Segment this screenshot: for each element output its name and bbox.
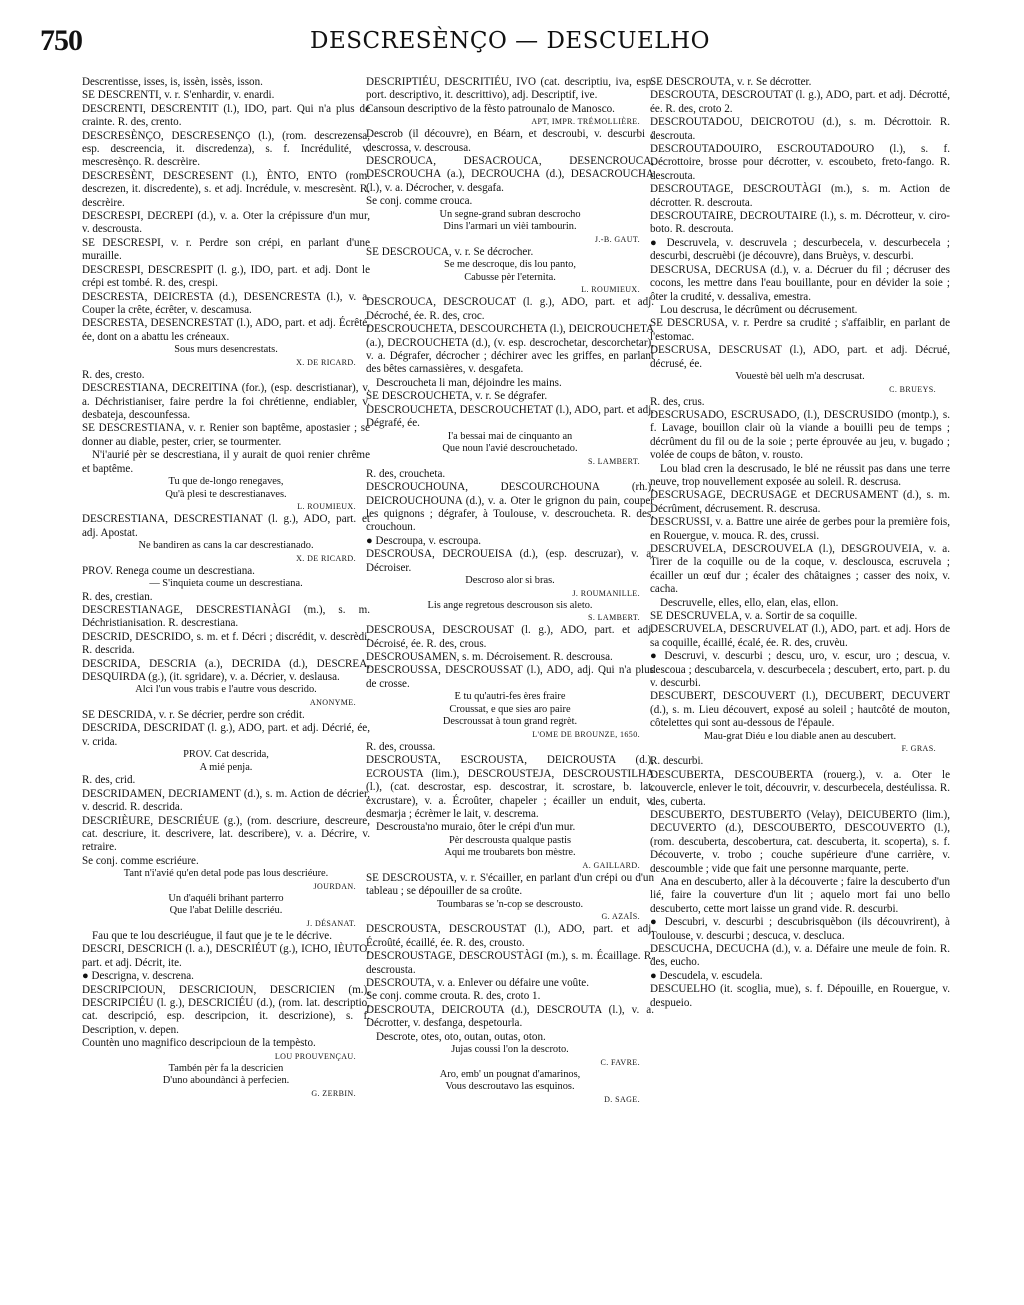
quotation-line: E tu qu'autri-fes ères fraire	[454, 691, 566, 703]
quote-attribution: APT, IMPR. TRÉMOLLIÈRE.	[531, 117, 640, 127]
dictionary-column-3	[650, 76, 950, 1010]
quotation-line: Tant n'i'avié qu'en detal pode pas lous descriéure.	[123, 868, 329, 880]
quotation-line: Aqui me troubarets bon mèstre.	[444, 847, 576, 859]
dictionary-column-2	[366, 76, 654, 1106]
dictionary-entry: SE DESCROUCA, v. r. Se décrocher.	[366, 245, 534, 258]
quotation-line: Ne bandiren as cans la car descrestianado.	[138, 539, 314, 551]
dictionary-entry: DESCRID, DESCRIDO, s. m. et f. Décri ; discrédit, v. descrèdi. R. descrida.	[82, 630, 370, 657]
dictionary-entry: DESCRENTI, DESCRENTIT (l.), IDO, part. Qui n'a plus de crainte. R. des, crento.	[82, 102, 370, 129]
dictionary-entry: DESCRESTIANAGE, DESCRESTIANÀGI (m.), s. m. Déchristianisation. R. descrestiana.	[82, 603, 370, 630]
quote-attribution: JOURDAN.	[313, 881, 356, 891]
dictionary-entry: DESCROUCHETA, DESCROUCHETAT (l.), ADO, part. et adj. Dégrafé, ée.	[366, 403, 654, 430]
dictionary-entry: Se conj. comme crouta. R. des, croto 1.	[366, 990, 541, 1003]
dictionary-entry: DESCROUTAIRE, DECROUTAIRE (l.), s. m. Décrotteur, v. ciro-boto. R. descrouta.	[650, 210, 950, 236]
dictionary-entry: Countèn uno magnifico descripcioun de la tempèsto.	[82, 1037, 316, 1050]
dictionary-entry: DESCROUSAMEN, s. m. Décroisement. R. descrousa.	[366, 650, 613, 663]
quotation-line: Lis ange regretous descrouson sis aleto.	[427, 599, 593, 611]
dictionary-entry: DESCROUSA, DECROUEISA (d.), (esp. descruzar), v. a. Décroiser.	[366, 548, 654, 574]
quote-attribution: C. FAVRE.	[600, 1057, 640, 1067]
dictionary-entry: DESCRESTA, DESENCRESTAT (l.), ADO, part. et adj. Écrêté, ée, dont on a abattu les créneaux.	[82, 317, 370, 343]
dictionary-entry: Se conj. comme crouca.	[366, 195, 473, 208]
dictionary-entry: DESCROUTA, DESCROUTAT (l. g.), ADO, part. et adj. Décrotté, ée. R. des, croto 2.	[650, 89, 950, 115]
dictionary-entry: DESCRUSSI, v. a. Battre une airée de gerbes pour la première fois, en Rouergue, v. mouca. R. des, crussi.	[650, 516, 950, 542]
quote-attribution: F. GRAS.	[901, 744, 936, 754]
dictionary-entry: DESCRESTIANA, DESCRESTIANAT (l. g.), ADO, part. et adj. Apostat.	[82, 513, 370, 539]
dictionary-entry: ● Descroupa, v. escroupa.	[366, 534, 482, 547]
quote-attribution: LOU PROUVENÇAU.	[274, 1051, 356, 1061]
dictionary-entry: SE DESCROUTA, v. r. Se décrotter.	[650, 76, 812, 88]
dictionary-entry: ● Descubri, v. descurbi ; descubrisquèbon (ils découvrirent), à Toulouse, v. descurbi ; descuca, v. descluca.	[650, 916, 950, 942]
dictionary-entry: DESCRIDAMEN, DECRIAMENT (d.), s. m. Action de décrier, v. descrid. R. descrida.	[82, 787, 370, 814]
dictionary-entry: R. des, croucheta.	[366, 467, 446, 480]
dictionary-entry: DESCRUSAGE, DECRUSAGE et DECRUSAMENT (d.), s. m. Décrûment, décrusement. R. descrusa.	[650, 489, 950, 515]
dictionary-entry: DESCROUSTA, ESCROUSTA, DEICROUSTA (d.), ECROUSTA (lim.), DESCROUSTEJA, DESCROUSTILHA (l.), (cat. descrostar, esp. descostrar, it. scrostare, b. lat. excrustare), v. a. Écroûter, chapeler ; écailler un enduit, v. desmarja ; écrèmer le lait, v. descrema.	[366, 754, 654, 820]
dictionary-entry: R. des, cresto.	[82, 368, 145, 381]
dictionary-entry: DESCRUSA, DECRUSA (d.), v. a. Décruer du fil ; décruser des cocons, les mettre dans l'eau bouillante, pour en dévider la soie ; ôter la crudité, v. dessaliva, emestra.	[650, 263, 950, 303]
dictionary-entry: ● Descrigna, v. descrena.	[82, 970, 194, 983]
dictionary-column-1	[82, 76, 370, 1100]
dictionary-entry: DESCUBERTA, DESCOUBERTA (rouerg.), v. a. Oter le couvercle, enlever le toit, découvrir, v. descurbecela, destéulissa. R. des, cuberta.	[650, 768, 950, 808]
dictionary-entry: ● Descruvi, v. descurbi ; descu, uro, v. escur, uro ; descua, v. descoua ; descubarcela, v. descurbecela ; descubert, erto, part. p. du v. descurbi.	[650, 650, 950, 690]
usage-example: Ana en descuberto, aller à la découverte ; faire la descuberto d'un lié, faire la couverture d'un lit ; aquelo mort fai uno bello descuberto, cette mort laisse un grand vide. R. descurbi.	[650, 875, 950, 915]
dictionary-entry: DESCRESÈNT, DESCRESENT (l.), ÈNTO, ENTO (rom. descrezen, it. discredente), s. et adj. Incrédule, v. mescresènt. R. descrèire.	[82, 169, 370, 209]
quotation-line: Vouestè bèl uelh m'a descrusat.	[735, 370, 865, 382]
dictionary-entry: DESCROUSTAGE, DESCROUSTÀGI (m.), s. m. Écaillage. R. descrousta.	[366, 950, 654, 976]
quotation-line: Se me descroque, dis lou panto,	[444, 259, 576, 271]
dictionary-entry: DESCRESTA, DEICRESTA (d.), DESENCRESTA (l.), v. a. Couper la crête, écrêter, v. descamusa.	[82, 290, 370, 316]
page-header	[40, 24, 980, 68]
usage-example: Descrote, otes, oto, outan, outas, oton.	[376, 1030, 546, 1043]
dictionary-entry: R. des, crestian.	[82, 590, 153, 603]
dictionary-entry: SE DESCRUVELA, v. a. Sortir de sa coquille.	[650, 610, 858, 623]
quote-attribution: J.-B. GAUT.	[594, 234, 640, 244]
dictionary-entry: SE DESCRESPI, v. r. Perdre son crépi, en parlant d'une muraille.	[82, 236, 370, 263]
quote-attribution: X. DE RICARD.	[296, 357, 356, 367]
quote-attribution: S. LAMBERT.	[588, 613, 640, 623]
usage-example: Lou descrusa, le décrûment ou décrusement.	[660, 303, 858, 316]
dictionary-entry: DESCROUTADOUIRO, ESCROUTADOURO (l.), s. f. Décrottoire, brosse pour décrotter, v. escoubeto, freto-fango. R. descrouta.	[650, 143, 950, 182]
dictionary-entry: DESCRIPCIOUN, DESCRICIOUN, DESCRICIEN (m.), DESCRIPCIÉU (l. g.), DESCRICIÉU (d.), (rom. lat. descriptio, cat. descripció, esp. descripcion, it. descrizione), s. f. Description, v. depen.	[82, 983, 370, 1036]
dictionary-entry: PROV. Renega coume un descrestiana.	[82, 564, 255, 577]
dictionary-entry: DESCROUCHOUNA, DESCOURCHOUNA (rh.), DEICROUCHOUNA (d.), v. a. Oter le grignon du pain, couper les quignons ; dégrafer, à Toulouse, v. descroucheta. R. des, crouchoun.	[366, 481, 654, 534]
quote-attribution: D. SAGE.	[604, 1094, 640, 1104]
usage-example: Descrousta'no muraio, ôter le crépi d'un mur.	[376, 821, 576, 834]
dictionary-entry: DESCRUVELA, DESCROUVELA (l.), DESGROUVEIA, v. a. Tirer de la coquille ou de la coque, v. desclousca, escruvela ; écailler un œuf dur ; écaler des châtaignes ; casser des noix, v. cacha.	[650, 543, 950, 596]
quote-attribution: X. DE RICARD.	[296, 553, 356, 563]
quotation-line: Tu que de-longo renegaves,	[168, 475, 284, 487]
quotation-line: D'uno aboundànci à perfecien.	[162, 1075, 290, 1087]
quote-attribution: G. ZERBIN.	[311, 1088, 356, 1098]
dictionary-entry: DESCRIÈURE, DESCRIÉUE (g.), (rom. descriure, descreure, cat. descriure, it. descrivere, lat. describere), v. a. Décrire, v. retraire.	[82, 814, 370, 854]
dictionary-entry: ● Descruvela, v. descruvela ; descurbecela, v. descurbecela ; descurbi, descruèbi (je découvre), dans Bruèys, v. descurbi.	[650, 236, 950, 263]
dictionary-entry: SE DESCRUSA, v. r. Perdre sa crudité ; s'affaiblir, en parlant de l'estomac.	[650, 317, 950, 343]
quotation-line: Pèr descrousta qualque pastis	[448, 834, 572, 846]
dictionary-entry: DESCRIDA, DESCRIDAT (l. g.), ADO, part. et adj. Décrié, ée, v. crida.	[82, 722, 370, 748]
dictionary-entry: R. des, crid.	[82, 774, 136, 787]
quote-attribution: A. GAILLARD.	[582, 860, 640, 870]
quote-attribution: L. ROUMIEUX.	[581, 285, 640, 295]
quotation-line: I'a bessai mai de cinquanto an	[447, 430, 573, 442]
quote-attribution: J. ROUMANILLE.	[572, 588, 640, 598]
quote-attribution: G. AZAÏS.	[601, 912, 640, 922]
quotation-line: — S'inquieta coume un descrestiana.	[149, 577, 303, 589]
dictionary-entry: SE DESCRENTI, v. r. S'enhardir, v. enardi.	[82, 89, 275, 102]
dictionary-entry: DESCRIDA, DESCRIA (a.), DECRIDA (d.), DESCREA, DESQUIRDA (g.), (it. sgridare), v. a. Décrier, v. deslausa.	[82, 657, 370, 683]
usage-example: N'i'aurié pèr se descrestiana, il y aurait de quoi renier chrême et baptême.	[82, 449, 370, 475]
usage-example: Lou blad cren la descrusado, le blé ne réussit pas dans une terre neuve, trop nouvellement exposée au soleil. R. descrusa.	[650, 462, 950, 488]
dictionary-entry: DESCROUTA, v. a. Enlever ou défaire une voûte.	[366, 977, 589, 989]
quote-attribution: C. BRUEYS.	[889, 384, 936, 394]
dictionary-entry: DESCRESPI, DESCRESPIT (l. g.), IDO, part. et adj. Dont le crépi est tombé. R. des, crespi.	[82, 263, 370, 290]
dictionary-entry: R. des, crus.	[650, 395, 705, 408]
quotation-line: Qu'à plesi te descrestianaves.	[165, 488, 287, 500]
quotation-line: Un d'aquéli brihant parterro	[168, 892, 284, 904]
dictionary-entry: Descrentisse, isses, is, issèn, issès, isson.	[82, 76, 263, 88]
quotation-line: Toumbaras se 'n-cop se descrousto.	[436, 898, 584, 910]
dictionary-entry: DESCRESPI, DECREPI (d.), v. a. Oter la crépissure d'un mur, v. descrousta.	[82, 210, 370, 236]
dictionary-entry: DESCROUSA, DESCROUSAT (l. g.), ADO, part. et adj. Décroisé, ée. R. des, crous.	[366, 624, 654, 650]
quotation-line: Jujas coussi l'on la descroto.	[451, 1044, 569, 1056]
dictionary-entry: SE DESCROUSTA, v. r. S'écailler, en parlant d'un crépi ou d'un tableau ; se dépouiller de sa croûte.	[366, 871, 654, 898]
dictionary-entry: Se conj. comme escriéure.	[82, 854, 199, 867]
quotation-line: Descroso alor si bras.	[465, 574, 555, 586]
quotation-line: Dins l'armari un vièi tambourin.	[443, 221, 577, 233]
dictionary-entry: DESCUELHO (it. scoglia, mue), s. f. Dépouille, en Rouergue, v. despueio.	[650, 983, 950, 1009]
quotation-line: Que l'abat Delille descriéu.	[169, 905, 283, 917]
quote-attribution: S. LAMBERT.	[588, 456, 640, 466]
dictionary-entry: DESCRESTIANA, DECREITINA (for.), (esp. descristianar), v. a. Déchristianiser, faire perdre la foi chrétienne, endiabler, v. desbateja, descounfessa.	[82, 382, 370, 421]
dictionary-entry: SE DESCRIDA, v. r. Se décrier, perdre son crédit.	[82, 709, 305, 721]
page-number: 750	[40, 24, 82, 57]
running-title: DESCRESÈNÇO — DESCUELHO	[310, 28, 710, 54]
dictionary-entry: DESCROUSSA, DESCROUSSAT (l.), ADO, adj. Qui n'a plus de crosse.	[366, 664, 654, 690]
dictionary-entry: Cansoun descriptivo de la fèsto patrounalo de Manosco.	[366, 102, 615, 115]
quotation-line: Vous descroutavo las esquinos.	[445, 1081, 575, 1093]
quote-attribution: ANONYME.	[309, 698, 356, 707]
dictionary-entry: SE DESCRESTIANA, v. r. Renier son baptême, apostasier ; se donner au diable, pester, crier, se tourmenter.	[82, 422, 370, 448]
quotation-line: A mié penja.	[199, 761, 253, 773]
usage-example: Descruvelle, elles, ello, elan, elas, ellon.	[660, 596, 839, 609]
quotation-line: Croussat, e que sies aro paire	[449, 703, 571, 715]
dictionary-entry: R. descurbi.	[650, 755, 704, 768]
quotation-line: Un segne-grand subran descrocho	[439, 208, 581, 220]
quote-attribution: L. ROUMIEUX.	[297, 502, 356, 512]
dictionary-entry: DESCROUCA, DESACROUCA, DESENCROUCA, DESCROUCHA (a.), DECROUCHA (d.), DESACROUCHA (l.), v. a. Décrocher, v. desgafa.	[366, 155, 654, 194]
quote-attribution: L'OME DE BROUNZE, 1650.	[532, 729, 640, 739]
dictionary-entry: Descrob (il découvre), en Béarn, et descroubi, v. descurbi ; descrossa, v. descrousa.	[366, 128, 654, 154]
usage-example: Fau que te lou descriéugue, il faut que je te le décrive.	[92, 930, 332, 943]
quotation-line: Sous murs desencrestats.	[174, 344, 278, 356]
dictionary-entry: DESCROUCA, DESCROUCAT (l. g.), ADO, part. et adj. Décroché, ée. R. des, croc.	[366, 296, 654, 322]
dictionary-entry: DESCROUTADOU, DEICROTOU (d.), s. m. Décrottoir. R. descrouta.	[650, 116, 950, 142]
dictionary-entry: ● Descudela, v. escudela.	[650, 969, 763, 982]
dictionary-entry: DESCRUSADO, ESCRUSADO, (l.), DESCRUSIDO (montp.), s. f. Lavage, bouillon clair où la viande a bouilli peu de temps ; décrûment du fil ou de la soie ; perte éprouvée au jeu, v. bugado ; volée de coups de bâton, v. rousto.	[650, 408, 950, 462]
dictionary-entry: DESCUCHA, DECUCHA (d.), v. a. Défaire une meule de foin. R. des, eucho.	[650, 942, 950, 969]
usage-example: Descroucheta li man, déjoindre les mains.	[376, 376, 562, 389]
dictionary-entry: DESCROUSTA, DESCROUSTAT (l.), ADO, part. et adj. Écroûté, écaillé, ée. R. des, crousto.	[366, 923, 654, 949]
dictionary-entry: DESCRI, DESCRICH (l. a.), DESCRIÉUT (g.), ICHO, IÈUTO, part. et adj. Décrit, ite.	[82, 943, 370, 969]
quotation-line: Alcì l'un vous trabis e l'autre vous descrido.	[135, 684, 317, 696]
quotation-line: Mau-grat Diéu e lou diable anen au descubert.	[703, 730, 897, 742]
dictionary-entry: DESCUBERT, DESCOUVERT (l.), DECUBERT, DECUVERT (d.), s. m. Lieu découvert, exposé au soleil ; hautcôté de mouton, côtelettes qui sont au-dessous de l'épaule.	[650, 690, 950, 730]
quotation-line: Que noun l'avié descrouchetado.	[442, 443, 578, 455]
quote-attribution: J. DÉSANAT.	[306, 919, 356, 929]
dictionary-entry: DESCRUSA, DESCRUSAT (l.), ADO, part. et adj. Décrué, décrusé, ée.	[650, 344, 950, 370]
dictionary-entry: DESCRIPTIÉU, DESCRITIÉU, IVO (cat. descriptiu, iva, esp. port. descriptivo, it. descrittivo), adj. Descriptif, ive.	[366, 76, 654, 102]
quotation-line: Cabusse pèr l'eternita.	[464, 271, 556, 283]
quotation-line: Aro, emb' un pougnat d'amarinos,	[439, 1068, 581, 1080]
quotation-line: Tambén pèr fa la descricien	[168, 1062, 284, 1074]
dictionary-entry: DESCRUVELA, DESCRUVELAT (l.), ADO, part. et adj. Hors de sa coquille, écaillé, écalé, ée. R. des, cruvèu.	[650, 623, 950, 649]
dictionary-entry: DESCROUTAGE, DESCROUTÀGI (m.), s. m. Action de décrotter. R. descrouta.	[650, 183, 950, 209]
dictionary-entry: DESCROUTA, DEICROUTA (d.), DESCROUTA (l.), v. a. Décrotter, v. desfanga, despetourla.	[366, 1003, 654, 1030]
quotation-line: Descroussat à toun grand regrèt.	[442, 716, 578, 728]
dictionary-entry: R. des, croussa.	[366, 740, 436, 753]
dictionary-entry: DESCRESÈNÇO, DESCRESENÇO (l.), (rom. descrezensa, esp. descreencia, it. discredenza), s. f. Incrédulité, v. mescresènço. R. descrèire.	[82, 129, 370, 169]
dictionary-entry: SE DESCROUCHETA, v. r. Se dégrafer.	[366, 390, 548, 403]
dictionary-entry: DESCUBERTO, DESTUBERTO (Velay), DEICUBERTO (lim.), DECUVERTO (d.), DESCOUBERTO, DESCOUVERTO (l.), (rom. descuberta, descobertura, cat. descuberta, it. scoperta), s. f. Découverte, v. trobo ; couche supérieure d'une carrière, v. descoumble ; vide que fait une personne marquante, perte.	[650, 808, 950, 875]
dictionary-entry: DESCROUCHETA, DESCOURCHETA (l.), DEICROUCHETA (a.), DECROUCHETA (d.), (v. esp. descrochetar, descorchetar), v. a. Dégrafer, décrocher ; déchirer avec les griffes, en parlant des bêtes carnassières, v. desgafeta.	[366, 323, 654, 376]
quotation-line: PROV. Cat descrida,	[183, 749, 269, 761]
